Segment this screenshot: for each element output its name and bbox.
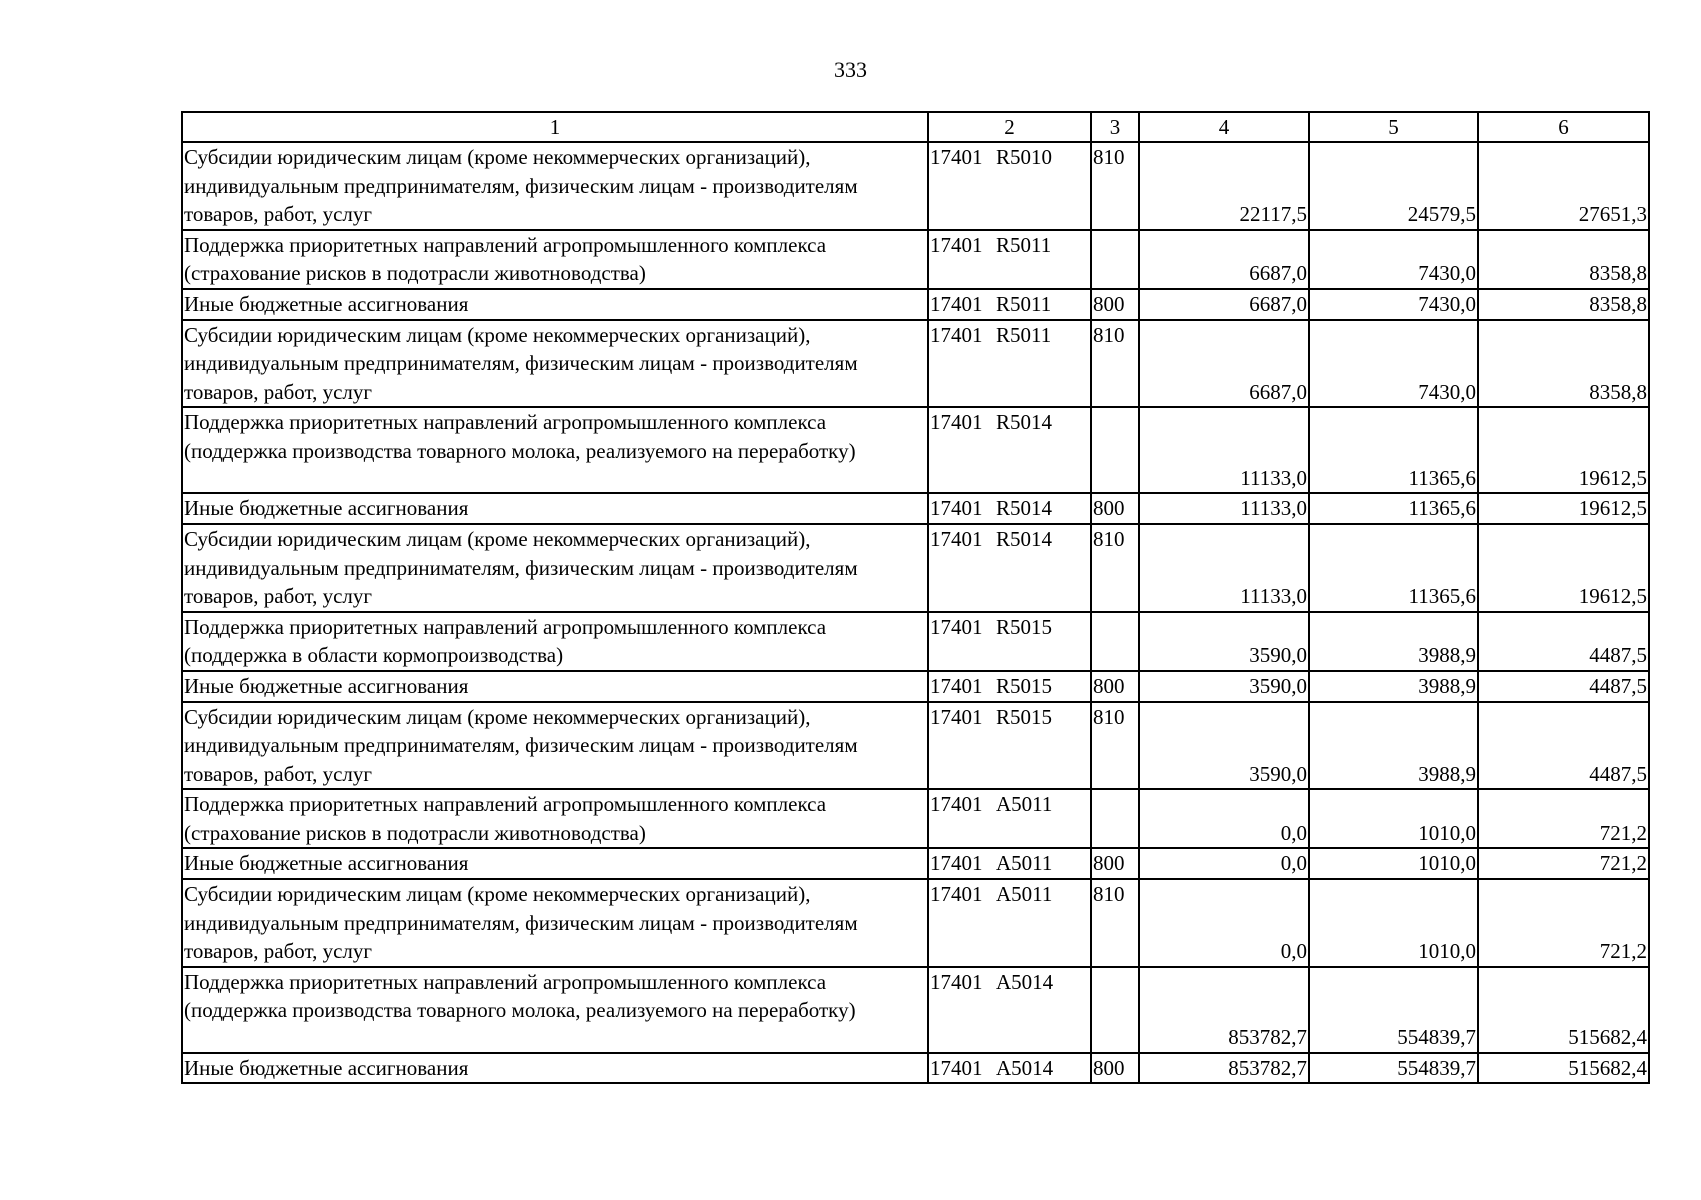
column-header: 4 (1139, 112, 1309, 142)
expense-type-code: 810 (1091, 142, 1139, 230)
expense-type-code: 800 (1091, 848, 1139, 879)
amount-col4: 11133,0 (1139, 493, 1309, 524)
expense-type-code: 800 (1091, 289, 1139, 320)
direction-code: A5011 (996, 851, 1053, 876)
expense-type-code: 810 (1091, 524, 1139, 612)
amount-col4: 22117,5 (1139, 142, 1309, 230)
budget-table (181, 111, 1650, 1084)
table-row (182, 702, 1649, 790)
program-code: 17401 (930, 673, 983, 698)
amount-col5: 554839,7 (1309, 967, 1478, 1053)
item-name: Субсидии юридическим лицам (кроме некоммерческих организаций), индивидуальным предпринимателям, физическим лицам - производителям товаров, работ, услуг (182, 524, 928, 612)
item-name: Субсидии юридическим лицам (кроме некоммерческих организаций), индивидуальным предпринимателям, физическим лицам - производителям товаров, работ, услуг (182, 320, 928, 408)
program-code: 17401 (930, 410, 983, 435)
table-row (182, 524, 1649, 612)
program-code: 17401 (930, 969, 983, 994)
direction-code: R5014 (996, 496, 1053, 521)
expense-type-code: 810 (1091, 879, 1139, 967)
amount-col4: 853782,7 (1139, 967, 1309, 1053)
target-article-code (928, 612, 1091, 671)
amount-col6: 8358,8 (1478, 289, 1649, 320)
amount-col4: 11133,0 (1139, 524, 1309, 612)
direction-code: R5011 (996, 232, 1052, 257)
target-article-code (928, 789, 1091, 848)
expense-type-code (1091, 612, 1139, 671)
item-name: Субсидии юридическим лицам (кроме некоммерческих организаций), индивидуальным предпринимателям, физическим лицам - производителям товаров, работ, услуг (182, 702, 928, 790)
item-name: Поддержка приоритетных направлений агропромышленного комплекса (поддержка производства товарного молока, реализуемого на переработку) (182, 407, 928, 493)
expense-type-code: 810 (1091, 320, 1139, 408)
header-row (182, 112, 1649, 142)
program-code: 17401 (930, 291, 983, 316)
expense-type-code: 800 (1091, 671, 1139, 702)
page-number: 333 (834, 57, 867, 82)
table-row (182, 1053, 1649, 1084)
expense-type-code (1091, 967, 1139, 1053)
item-name: Иные бюджетные ассигнования (182, 289, 928, 320)
amount-col6: 515682,4 (1478, 967, 1649, 1053)
item-name: Поддержка приоритетных направлений агропромышленного комплекса (страхование рисков в подотрасли животноводства) (182, 789, 928, 848)
amount-col5: 11365,6 (1309, 493, 1478, 524)
table-row (182, 493, 1649, 524)
amount-col5: 11365,6 (1309, 407, 1478, 493)
amount-col6: 721,2 (1478, 879, 1649, 967)
direction-code: A5011 (996, 792, 1053, 817)
direction-code: R5015 (996, 673, 1053, 698)
direction-code: A5014 (996, 969, 1054, 994)
amount-col5: 3988,9 (1309, 671, 1478, 702)
amount-col6: 721,2 (1478, 789, 1649, 848)
target-article-code (928, 671, 1091, 702)
column-header: 3 (1091, 112, 1139, 142)
item-name: Иные бюджетные ассигнования (182, 1053, 928, 1084)
program-code: 17401 (930, 614, 983, 639)
direction-code: R5014 (996, 410, 1053, 435)
amount-col4: 0,0 (1139, 879, 1309, 967)
amount-col5: 7430,0 (1309, 320, 1478, 408)
amount-col6: 19612,5 (1478, 407, 1649, 493)
amount-col6: 19612,5 (1478, 493, 1649, 524)
program-code: 17401 (930, 322, 983, 347)
amount-col5: 1010,0 (1309, 879, 1478, 967)
direction-code: A5014 (996, 1055, 1054, 1080)
column-header: 2 (928, 112, 1091, 142)
target-article-code (928, 289, 1091, 320)
expense-type-code (1091, 230, 1139, 289)
amount-col5: 3988,9 (1309, 612, 1478, 671)
item-name: Иные бюджетные ассигнования (182, 848, 928, 879)
direction-code: R5014 (996, 526, 1053, 551)
amount-col4: 11133,0 (1139, 407, 1309, 493)
table-row (182, 230, 1649, 289)
table-row (182, 671, 1649, 702)
column-header: 5 (1309, 112, 1478, 142)
column-header: 1 (182, 112, 928, 142)
item-name: Поддержка приоритетных направлений агропромышленного комплекса (страхование рисков в подотрасли животноводства) (182, 230, 928, 289)
amount-col5: 1010,0 (1309, 848, 1478, 879)
amount-col6: 19612,5 (1478, 524, 1649, 612)
target-article-code (928, 967, 1091, 1053)
target-article-code (928, 879, 1091, 967)
table-row (182, 789, 1649, 848)
expense-type-code: 800 (1091, 1053, 1139, 1084)
amount-col5: 3988,9 (1309, 702, 1478, 790)
program-code: 17401 (930, 232, 983, 257)
program-code: 17401 (930, 145, 983, 169)
item-name: Поддержка приоритетных направлений агропромышленного комплекса (поддержка производства товарного молока, реализуемого на переработку) (182, 967, 928, 1053)
amount-col5: 11365,6 (1309, 524, 1478, 612)
expense-type-code: 800 (1091, 493, 1139, 524)
direction-code: R5011 (996, 291, 1052, 316)
table-row (182, 407, 1649, 493)
amount-col6: 4487,5 (1478, 612, 1649, 671)
item-name: Субсидии юридическим лицам (кроме некоммерческих организаций), индивидуальным предпринимателям, физическим лицам - производителям товаров, работ, услуг (182, 142, 928, 230)
direction-code: R5015 (996, 704, 1053, 729)
amount-col5: 1010,0 (1309, 789, 1478, 848)
direction-code: A5011 (996, 882, 1053, 907)
table-row (182, 848, 1649, 879)
amount-col4: 0,0 (1139, 848, 1309, 879)
amount-col5: 554839,7 (1309, 1053, 1478, 1084)
target-article-code (928, 493, 1091, 524)
direction-code: R5010 (996, 145, 1053, 169)
program-code: 17401 (930, 1055, 983, 1080)
amount-col6: 515682,4 (1478, 1053, 1649, 1084)
column-header: 6 (1478, 112, 1649, 142)
target-article-code (928, 524, 1091, 612)
program-code: 17401 (930, 851, 983, 876)
item-name: Субсидии юридическим лицам (кроме некоммерческих организаций), индивидуальным предпринимателям, физическим лицам - производителям товаров, работ, услуг (182, 879, 928, 967)
amount-col4: 3590,0 (1139, 702, 1309, 790)
expense-type-code: 810 (1091, 702, 1139, 790)
program-code: 17401 (930, 526, 983, 551)
amount-col6: 8358,8 (1478, 320, 1649, 408)
amount-col6: 8358,8 (1478, 230, 1649, 289)
target-article-code (928, 407, 1091, 493)
item-name: Иные бюджетные ассигнования (182, 671, 928, 702)
table-row (182, 879, 1649, 967)
table-row (182, 142, 1649, 230)
expense-type-code (1091, 789, 1139, 848)
amount-col4: 6687,0 (1139, 320, 1309, 408)
target-article-code (928, 320, 1091, 408)
program-code: 17401 (930, 792, 983, 817)
program-code: 17401 (930, 496, 983, 521)
amount-col6: 721,2 (1478, 848, 1649, 879)
amount-col4: 6687,0 (1139, 230, 1309, 289)
target-article-code (928, 142, 1091, 230)
amount-col5: 7430,0 (1309, 289, 1478, 320)
amount-col6: 27651,3 (1478, 142, 1649, 230)
target-article-code (928, 1053, 1091, 1084)
item-name: Поддержка приоритетных направлений агропромышленного комплекса (поддержка в области кормопроизводства) (182, 612, 928, 671)
table-row (182, 320, 1649, 408)
expense-type-code (1091, 407, 1139, 493)
direction-code: R5011 (996, 322, 1052, 347)
amount-col5: 7430,0 (1309, 230, 1478, 289)
direction-code: R5015 (996, 614, 1053, 639)
target-article-code (928, 848, 1091, 879)
item-name: Иные бюджетные ассигнования (182, 493, 928, 524)
amount-col4: 853782,7 (1139, 1053, 1309, 1084)
target-article-code (928, 230, 1091, 289)
amount-col4: 0,0 (1139, 789, 1309, 848)
table-row (182, 289, 1649, 320)
amount-col4: 3590,0 (1139, 671, 1309, 702)
table-row (182, 967, 1649, 1053)
amount-col4: 3590,0 (1139, 612, 1309, 671)
program-code: 17401 (930, 882, 983, 907)
table-row (182, 612, 1649, 671)
amount-col6: 4487,5 (1478, 702, 1649, 790)
program-code: 17401 (930, 704, 983, 729)
amount-col6: 4487,5 (1478, 671, 1649, 702)
target-article-code (928, 702, 1091, 790)
amount-col5: 24579,5 (1309, 142, 1478, 230)
amount-col4: 6687,0 (1139, 289, 1309, 320)
